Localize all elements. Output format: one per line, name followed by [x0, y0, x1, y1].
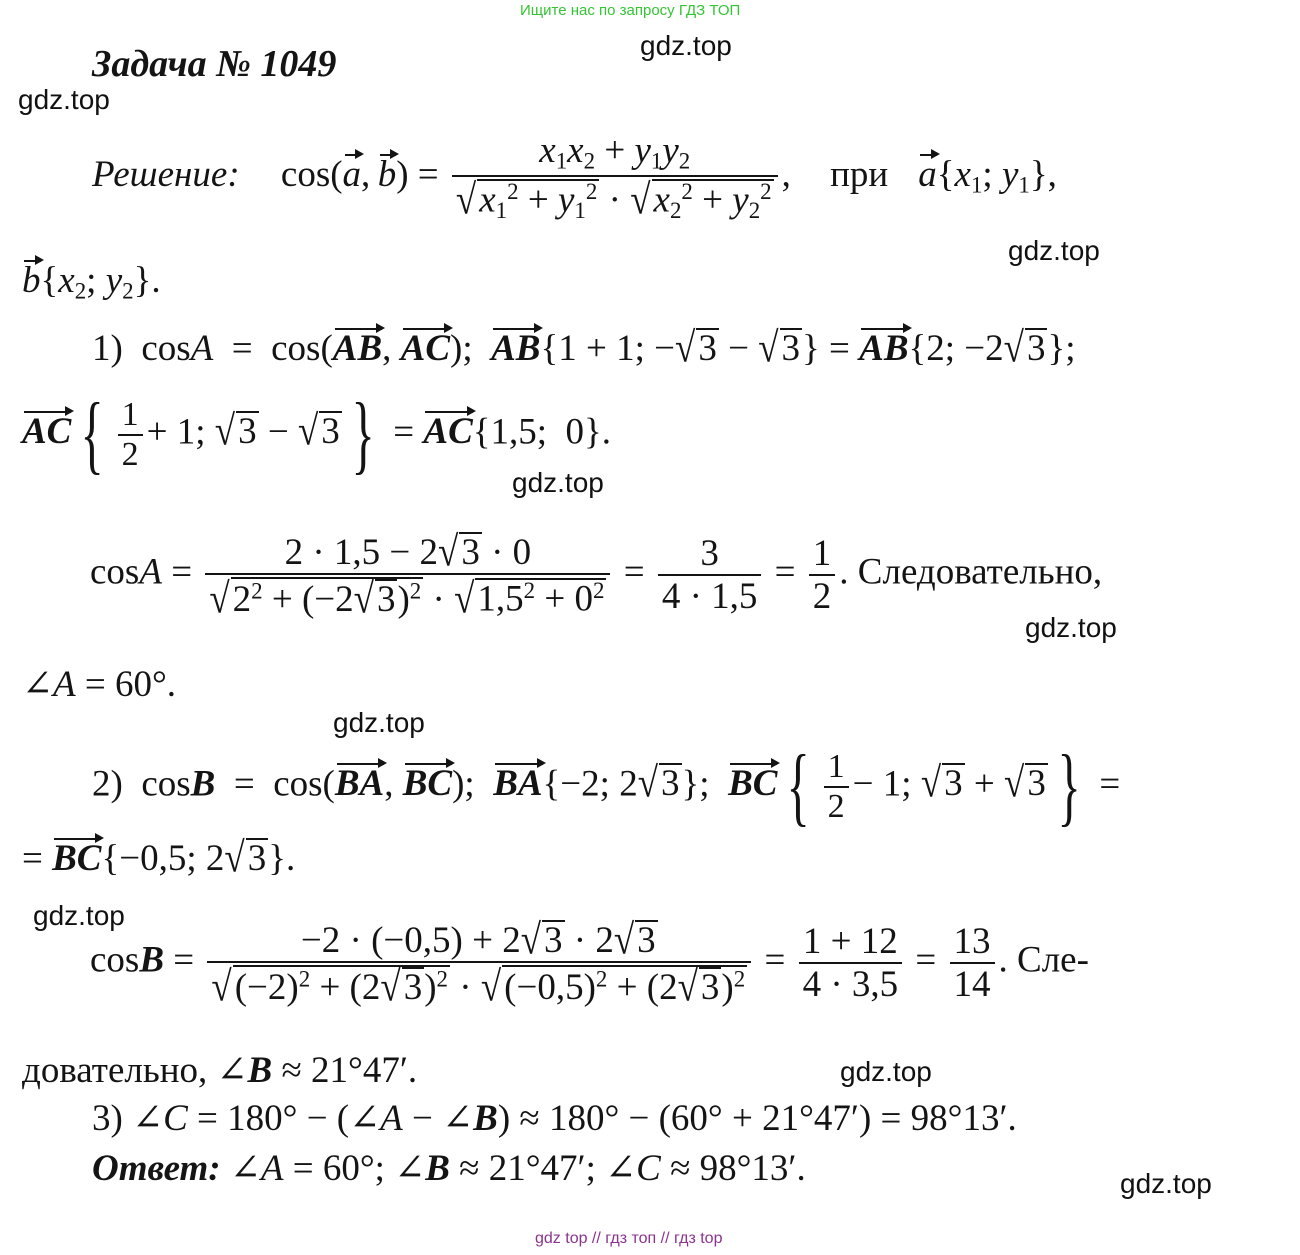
watermark-gdz-9: gdz.top: [1120, 1168, 1212, 1199]
watermark-gdz-3: gdz.top: [1008, 235, 1100, 266]
watermark-gdz-6: gdz.top: [333, 707, 425, 738]
sledovatelno-1: Следовательно,: [857, 551, 1103, 593]
sle-word: Сле-: [1017, 939, 1089, 981]
watermark-gdz-2: gdz.top: [18, 84, 110, 115]
cos-def-fraction: $\frac{x_1x_2 + y_1y_2}{√x_1^2 + y_1^2 \cdot √x_2^2 + y_2^2}$: [452, 132, 778, 223]
watermark-gdz-7: gdz.top: [33, 900, 125, 931]
step3-line: 3) ∠C = 180° − (∠A − ∠B) ≈ 180° − (60° + 21°47′) = 98°13′.: [92, 1098, 1017, 1139]
vector-bc-line: = BC{−0,5; 2√3}.: [22, 834, 296, 883]
watermark-gdz-4: gdz.top: [512, 467, 604, 498]
search-banner: Ищите нас по запросу ГДЗ ТОП: [520, 2, 741, 19]
watermark-gdz-5: gdz.top: [1025, 612, 1117, 643]
step2-label: 2): [92, 763, 123, 805]
pri-word: при: [830, 154, 889, 196]
footer-watermark: gdz top // гдз топ // гдз top: [535, 1230, 723, 1247]
solution-label: Решение:: [92, 154, 240, 196]
angle-b-result: довательно, ∠B ≈ 21°47′.: [22, 1050, 418, 1091]
vector-b-line: $b\{x_2$; $y_2$}.: [22, 260, 161, 304]
step1-line: 1) cosA = cos(AB, AC); AB{1 + 1; −√3 − √3} = AB{2; −2√3};: [92, 324, 1076, 373]
answer-label: Ответ:: [92, 1148, 221, 1189]
dovatelno-word: довательно,: [22, 1050, 208, 1091]
cos-a-computation: cosA = $\frac{2 \cdot 1,5 - 2√3 \cdot 0}{√2^2 + (-2√3)^2 \cdot √1,5^2 + 0^2}$ = $\frac{3}{4 \cdot 1,5}$ = $\frac{1}{2}$ . Следовательно,: [90, 528, 1103, 624]
cos-b-computation: cosB = $\frac{-2 \cdot (-0,5) + 2√3 \cdot 2√3}{√(-2)^2 + (2√3)^2 \cdot √(-0,5)^2 + (2√3)^2}$ = $\frac{1 + 12}{4 \cdot 3,5}$ = $\frac{13}{14}$ . Сле-: [90, 916, 1089, 1012]
watermark-gdz-8: gdz.top: [840, 1056, 932, 1087]
step1-label: 1): [92, 328, 123, 369]
angle-a-result: ∠A = 60°.: [22, 664, 177, 705]
step3-label: 3): [92, 1098, 123, 1139]
problem-title: Задача № 1049: [92, 43, 337, 85]
answer-line: Ответ: ∠A = 60°; ∠B ≈ 21°47′; ∠C ≈ 98°13′.: [92, 1148, 806, 1189]
formula-cos-definition: Решение: cos(a, b) = $\frac{x_1x_2 + y_1y_2}{√x_1^2 + y_1^2 \cdot √x_2^2 + y_2^2}$ , при $a\{x_1$; $y_1$},: [92, 130, 1057, 225]
vector-ac-line: AC { $\frac{1}{2}$ + 1; √3 − √3 } = AC{1,5; 0}.: [22, 385, 612, 483]
step2-line: 2) cosB = cos(BA, BC); BA{−2; 2√3}; BC { $\frac{1}{2}$ − 1; √3 + √3 } =: [92, 737, 1121, 835]
watermark-gdz-1: gdz.top: [640, 30, 732, 61]
